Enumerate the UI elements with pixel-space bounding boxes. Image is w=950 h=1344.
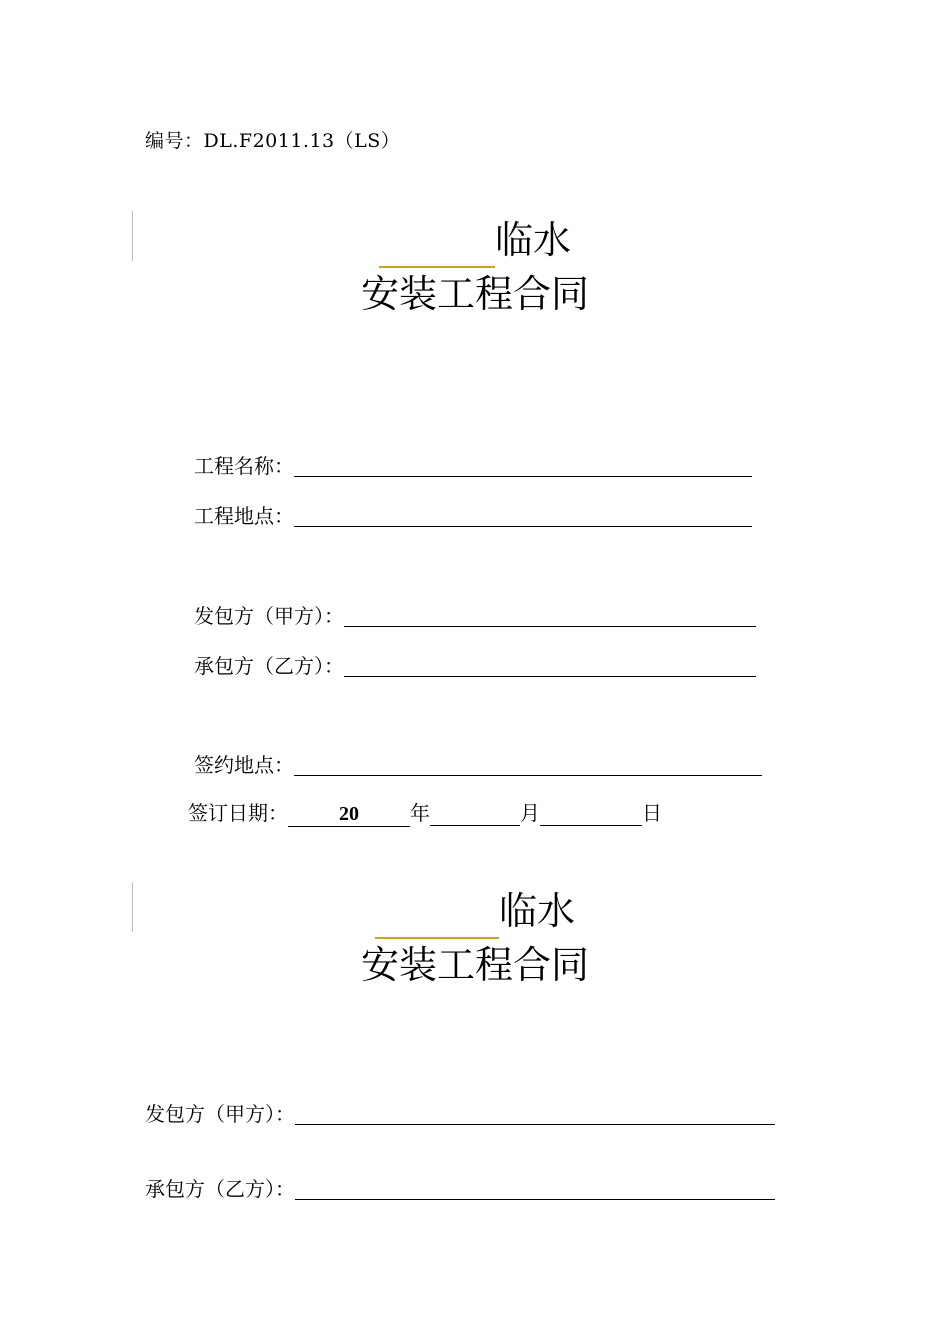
party-a-input-2[interactable]	[295, 1104, 775, 1125]
party-b-field-2	[145, 1173, 775, 1202]
field-label: 发包方（甲方）：	[194, 604, 344, 628]
project-location-input[interactable]	[294, 506, 752, 527]
title-line-2: 安装工程合同	[360, 943, 589, 987]
party-a-input[interactable]	[344, 606, 756, 627]
signing-location-field	[194, 749, 762, 778]
month-input[interactable]	[430, 801, 520, 826]
title-suffix: 临水	[494, 218, 571, 262]
project-name-input[interactable]	[294, 456, 752, 477]
contract-title-1	[0, 214, 950, 320]
field-label: 承包方（乙方）：	[194, 654, 344, 678]
date-label: 签订日期：	[188, 801, 288, 825]
year-unit: 年	[410, 801, 430, 825]
title-line-1	[0, 885, 950, 939]
project-location-field	[194, 500, 752, 529]
title-line-1	[0, 214, 950, 268]
document-number: 编号：DL.F2011.13（LS）	[145, 130, 401, 152]
party-b-input-2[interactable]	[295, 1179, 775, 1200]
day-input[interactable]	[540, 801, 642, 826]
title-suffix: 临水	[498, 889, 575, 933]
year-input[interactable]	[288, 801, 410, 827]
contract-title-2	[0, 885, 950, 991]
project-type-blank[interactable]	[379, 214, 495, 268]
field-label: 工程地点：	[194, 504, 294, 528]
field-label: 工程名称：	[194, 454, 294, 478]
field-label: 发包方（甲方）：	[145, 1102, 295, 1126]
party-a-field-2	[145, 1098, 775, 1127]
signing-location-input[interactable]	[294, 755, 762, 776]
party-a-field	[194, 600, 756, 629]
project-type-blank[interactable]	[375, 885, 499, 939]
party-b-field	[194, 650, 756, 679]
project-name-field	[194, 450, 752, 479]
party-b-input[interactable]	[344, 656, 756, 677]
signing-date	[188, 797, 662, 827]
field-label: 签约地点：	[194, 753, 294, 777]
field-label: 承包方（乙方）：	[145, 1177, 295, 1201]
title-line-2: 安装工程合同	[360, 272, 589, 316]
year-prefix: 20	[339, 803, 359, 825]
month-unit: 月	[520, 801, 540, 825]
day-unit: 日	[642, 801, 662, 825]
